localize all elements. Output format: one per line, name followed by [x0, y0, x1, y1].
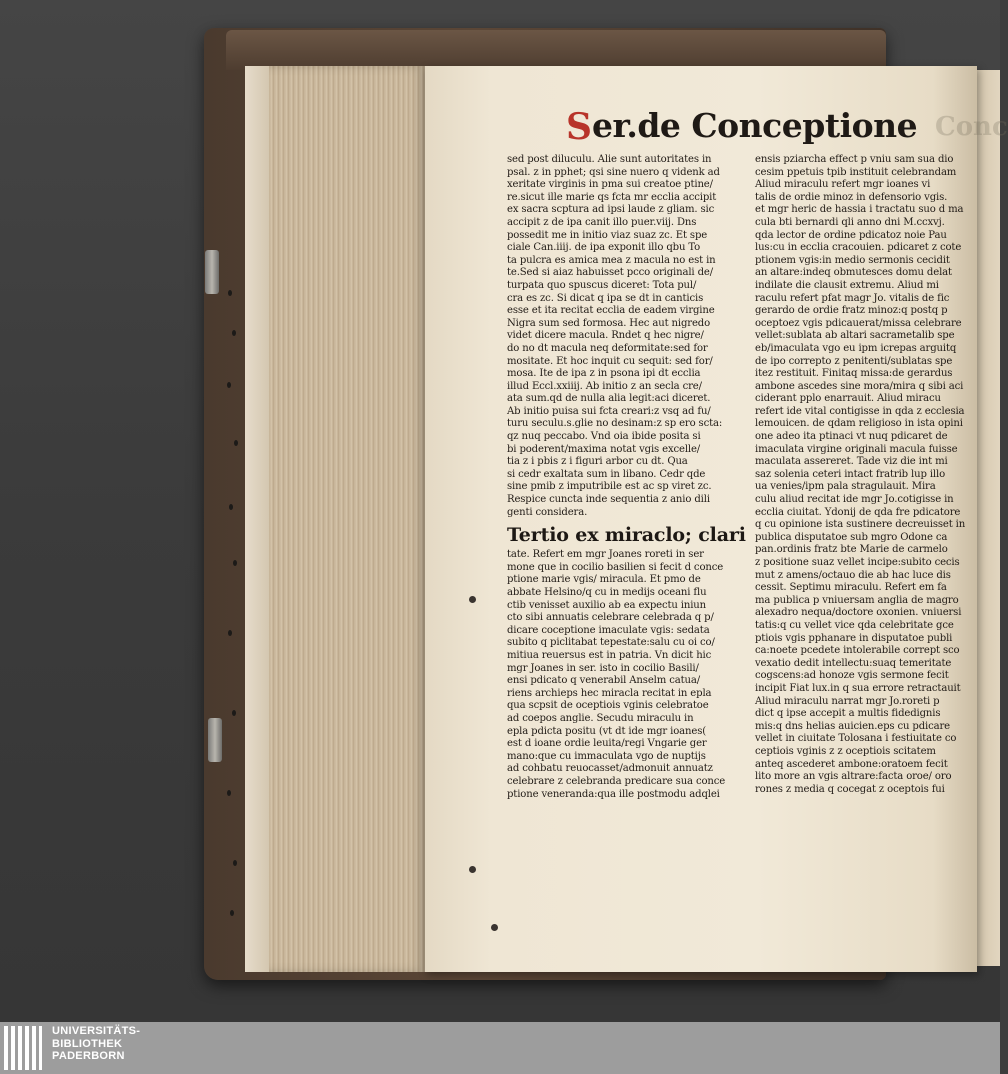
text-line: maculata assereret. Tade viz die int mi	[755, 456, 948, 468]
left-text-column	[507, 154, 747, 801]
text-line: cogscens:ad honoze vgis sermone fecit	[755, 670, 949, 682]
text-line: z positione suaz vellet incipe:subito cecis	[755, 557, 960, 568]
text-line: indilate die clausit extremu. Aliud mi	[755, 279, 939, 291]
text-line: cesim ppetuis tpib instituit celebrandam	[755, 166, 957, 178]
text-line: alexadro nequa/doctore oxonien. vniuersi	[755, 607, 962, 619]
text-line: lemouicen. de qdam religioso in ista opini	[755, 418, 963, 430]
clasp-upper	[205, 250, 219, 294]
clasp-lower	[208, 718, 222, 762]
text-line: tia z i pbis z i figuri arbor cu dt. Qua	[507, 456, 688, 468]
text-line: eb/imaculata vgo eu ipm icrepas arguitq	[755, 342, 957, 354]
text-line: do no dt macula neq deformitate:sed for	[507, 342, 708, 354]
text-line: lito more an vgis altrare:facta oroe/ oro	[755, 771, 952, 783]
binding-top-edge	[226, 30, 886, 70]
text-line: mgr Joanes in ser. isto in cocilio Basili/	[507, 662, 699, 674]
text-line: subito q piclitabat tepestate:salu cu oi co/	[507, 637, 715, 649]
text-line: ata sum.qd de nulla alia legit:aci diceret.	[507, 393, 711, 405]
text-line: mut z amens/octauo die ab hac luce dis	[755, 569, 951, 581]
logo-line-1: UNIVERSITÄTS-	[52, 1025, 141, 1037]
text-line: q cu opinione ista sustinere decreuisset in	[755, 519, 966, 531]
text-line: qz nuq peccabo. Vnd oia ibide posita si	[507, 431, 701, 443]
text-line: illud Eccl.xxiiij. Ab initio z an secla cre/	[507, 380, 702, 392]
text-line: ad cohbatu reuocasset/admonuit annuatz	[507, 763, 713, 775]
text-line: esse et ita recitat ecclia de eadem virgine	[507, 305, 715, 317]
text-line: ctib venisset auxilio ab ea expectu iniun	[507, 599, 707, 611]
text-line: si cedr exaltata sum in libano. Cedr qde	[507, 468, 706, 480]
text-line: celebrare z celebranda predicare sua conce	[507, 775, 726, 787]
text-line: one adeo ita ptinaci vt nuq pdicaret de	[755, 431, 948, 443]
text-line: sine pmib z imputribile est ac sp viret zc.	[507, 481, 712, 493]
text-line: mositate. Et hoc inquit cu sequit: sed for/	[507, 355, 713, 367]
text-line: culu aliud recitat ide mgr Jo.cotigisse in	[755, 494, 954, 506]
library-footer	[0, 1022, 1000, 1074]
text-line: qua scpsit de oceptiois vginis celebratoe	[507, 700, 709, 712]
page-title: er.de Conceptione	[592, 106, 918, 145]
text-line: mis:q dns helias auicien.eps cu pdicare	[755, 720, 951, 732]
text-line: saz solenia ceteri intact fratrib lup illo	[755, 468, 945, 480]
text-line: de ipo correpto z penitenti/sublatas spe	[755, 355, 953, 367]
text-line: ecclia ciuitat. Ydonij de qda fre pdicatore	[755, 506, 961, 518]
text-line: ex sacra scptura ad ipsi laude z gliam. sic	[507, 204, 715, 216]
text-line: genti considera.	[507, 506, 588, 518]
text-line: incipit Fiat lux.in q sua errore retractauit	[755, 682, 961, 694]
text-line: ta pulcra es amica mea z macula no est in	[507, 254, 716, 266]
text-line: ceptiois vginis z z oceptiois scitatem	[755, 745, 936, 757]
rubricated-initial: S	[566, 106, 592, 148]
text-line: qda lector de ordine pdicatoz noie Pau	[755, 229, 947, 241]
text-line: cra es zc. Si dicat q ipa se dt in canticis	[507, 292, 704, 304]
text-line: accipit z de ipa canit illo puer.viij. Dns	[507, 216, 697, 228]
page-heading	[566, 106, 918, 154]
text-line: publica disputatoe sub mgro Odone ca	[755, 531, 948, 543]
text-line: dict q ipse accepit a multis fidedignis	[755, 708, 941, 720]
text-line: ensi pdicato q venerabil Anselm catua/	[507, 675, 700, 687]
text-line: raculu refert pfat magr Jo. vitalis de fic	[755, 292, 950, 304]
text-line: ma publica p vniuersam anglia de magro	[755, 594, 959, 606]
text-line: Ab initio puisa sui fcta creari:z vsq ad fu/	[507, 405, 711, 417]
pinhole	[469, 866, 476, 873]
text-line: lus:cu in ecclia cracouien. pdicaret z cote	[755, 242, 962, 254]
text-line: epla pdicta positu (vt dt ide mgr ioanes(	[507, 725, 707, 737]
text-line: imaculata virgine originali macula fuisse	[755, 443, 958, 455]
text-line: ciderant pplo enarrauit. Aliud miracu	[755, 393, 941, 405]
text-line: Nigra sum sed formosa. Hec aut nigredo	[507, 317, 711, 329]
text-line: rones z media q cocegat z oceptois fui	[755, 783, 945, 795]
text-line: mone que in cocilio basilien si fecit d conce	[507, 561, 724, 573]
text-line: sed post diluculu. Alie sunt autoritates in	[507, 154, 712, 165]
text-line: xeritate virginis in pma sui creatoe ptine/	[507, 179, 713, 191]
text-line: mosa. Ite de ipa z in psona ipi dt ecclia	[507, 368, 701, 380]
text-line: anteq ascederet ambone:oratoem fecit	[755, 758, 948, 770]
text-line: ptiois vgis pphanare in disputatoe publi	[755, 632, 953, 644]
text-line: oceptoez vgis pdicauerat/missa celebrare	[755, 317, 962, 329]
text-line: est d ioane ordie leuita/regi Vngarie ger	[507, 738, 707, 750]
text-line: ad coepos anglie. Secudu miraculu in	[507, 712, 694, 724]
page-edges	[245, 66, 425, 972]
binding-wormholes	[224, 290, 244, 930]
pinhole	[469, 596, 476, 603]
text-line: re.sicut ille marie qs fcta mr ecclia accipit	[507, 191, 717, 203]
text-line: mitiua reuersus est in patria. Vn dicit hic	[507, 649, 712, 661]
text-line: ua venies/ipm pala stragulauit. Mira	[755, 481, 936, 493]
text-line: Respice cuncta inde sequentia z anio dili	[507, 494, 710, 506]
section-subheading: Tertio ex miraclo; clari	[507, 524, 746, 547]
text-line: te.Sed si aiaz habuisset pcco originali de/	[507, 267, 713, 279]
text-line: tate. Refert em mgr Joanes roreti in ser	[507, 549, 704, 561]
text-line: tatis:q cu vellet vice qda celebritate gce	[755, 619, 954, 631]
text-line: Aliud miraculu narrat mgr Jo.roreti p	[755, 695, 940, 707]
text-line: ptione marie vgis/ miracula. Et pmo de	[507, 574, 701, 586]
text-line: an altare:indeq obmutesces domu delat	[755, 267, 952, 279]
text-line: abbate Helsino/q cu in medijs oceani flu	[507, 587, 707, 598]
right-text-column	[755, 154, 975, 796]
text-line: pan.ordinis fratz bte Marie de carmelo	[755, 544, 948, 556]
text-line: mano:que cu immaculata vgo de nuptijs	[507, 750, 706, 762]
text-line: refert ide vital contigisse in qda z ecclesia	[755, 405, 965, 417]
text-line: vexatio dedit intellectu:suaq temeritate	[755, 657, 952, 669]
text-line: cessit. Septimu miraculu. Refert em fa	[755, 582, 947, 594]
text-line: ciale Can.iiij. de ipa exponit illo qbu To	[507, 242, 701, 254]
text-line: vellet in ciuitate Tolosana i festiuitate co	[755, 733, 957, 745]
text-line: gerardo de ordie fratz minoz:q postq p	[755, 305, 948, 317]
text-line: Aliud miraculu refert mgr ioanes vi	[755, 179, 931, 191]
text-line: turpata quo spuscus diceret: Tota pul/	[507, 279, 697, 291]
text-line: vellet:sublata ab altari sacrametalib spe	[755, 330, 955, 342]
text-line: turu seculu.s.glie no desinam:z sp ero scta:	[507, 418, 723, 430]
text-line: ptione veneranda:qua ille postmodu adqlei	[507, 788, 720, 800]
text-line: bi poderent/maxima notat vgis excelle/	[507, 443, 701, 455]
text-line: ensis pziarcha effect p vniu sam sua dio	[755, 154, 954, 165]
logo-line-2: BIBLIOTHEK	[52, 1037, 123, 1050]
text-line: cto sibi annuatis celebrare celebrada q p/	[507, 612, 714, 624]
text-line: possedit me in initio viaz suaz zc. Et spe	[507, 229, 708, 241]
text-line: ptionem vgis:in medio sermonis cecidit	[755, 254, 950, 266]
text-line: ca:noete pcedete intolerabile corrept sco	[755, 645, 960, 657]
text-line: talis de ordie minoz in defensorio vgis.	[755, 191, 948, 203]
text-line: et mgr heric de hassia i tractatu suo d ma	[755, 204, 964, 216]
show-through-text-right: Conc	[935, 112, 1008, 142]
library-logo-icon	[4, 1026, 46, 1070]
library-logo-text	[52, 1025, 140, 1063]
page-edge-highlight	[245, 66, 269, 972]
text-line: videt dicere macula. Rndet q hec nigre/	[507, 330, 704, 342]
text-line: dicare coceptione imaculate vgis: sedata	[507, 624, 710, 636]
text-line: cula bti bernardi qli anno dni M.ccxvj.	[755, 216, 945, 228]
text-line: ambone ascedes sine mora/mira q sibi aci	[755, 380, 964, 392]
logo-line-3: PADERBORN	[52, 1050, 125, 1062]
text-line: psal. z in pphet; qsi sine nuero q videnk ad	[507, 166, 720, 178]
text-line: riens archieps hec miracla recitat in epla	[507, 687, 712, 699]
pinhole	[491, 924, 498, 931]
text-line: itez restituit. Finitaq missa:de gerardus	[755, 368, 953, 380]
